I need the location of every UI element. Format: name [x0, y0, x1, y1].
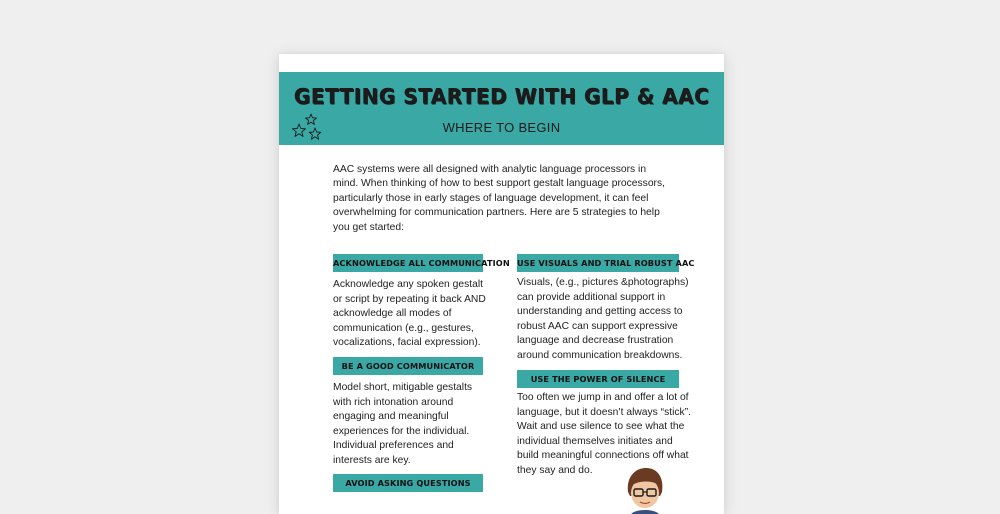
heading-acknowledge-all-communication: ACKNOWLEDGE ALL COMMUNICATION: [333, 254, 483, 272]
intro-paragraph: AAC systems were all designed with analytic language processors in mind. When thinking of how to best support gestalt language processors, particularly those in early stages of language development, it can feel overwhelming for communication partners. Here are 5 strategies to help you get started:: [333, 164, 665, 233]
paragraph-be-a-good-communicator: Model short, mitigable gestalts with rich intonation around engaging and meaningful experiences for the individual. Individual preferences and interests are key.: [333, 382, 473, 466]
avatar-icon: [622, 466, 668, 514]
document-page: [279, 54, 724, 514]
heading-be-a-good-communicator: BE A GOOD COMMUNICATOR: [333, 357, 483, 375]
heading-avoid-asking-questions: AVOID ASKING QUESTIONS: [333, 474, 483, 492]
heading-use-visuals-and-trial-robust-aac: USE VISUALS AND TRIAL ROBUST AAC: [517, 254, 679, 272]
heading-use-the-power-of-silence: USE THE POWER OF SILENCE: [517, 370, 679, 388]
paragraph-acknowledge-all-communication: Acknowledge any spoken gestalt or script by repeating it back AND acknowledge all modes of communication (e.g., gestures, vocalizations, facial expression).: [333, 279, 486, 349]
paragraph-use-visuals-and-trial-robust-aac: Visuals, (e.g., pictures &photographs) can provide additional support in understanding and getting access to robust AAC can support expressive language and decrease frustration around communication breakdowns.: [517, 277, 689, 361]
page-title: GETTING STARTED WITH GLP & AAC: [293, 83, 710, 109]
paragraph-use-the-power-of-silence: Too often we jump in and offer a lot of language, but it doesn’t always “stick”. Wait and use silence to see what the individual themselves initiates and build meaningful connections off what they say and do.: [517, 392, 691, 476]
page-subtitle: WHERE TO BEGIN: [442, 120, 561, 135]
stars-icon: [289, 112, 329, 146]
title-banner: [279, 72, 724, 145]
